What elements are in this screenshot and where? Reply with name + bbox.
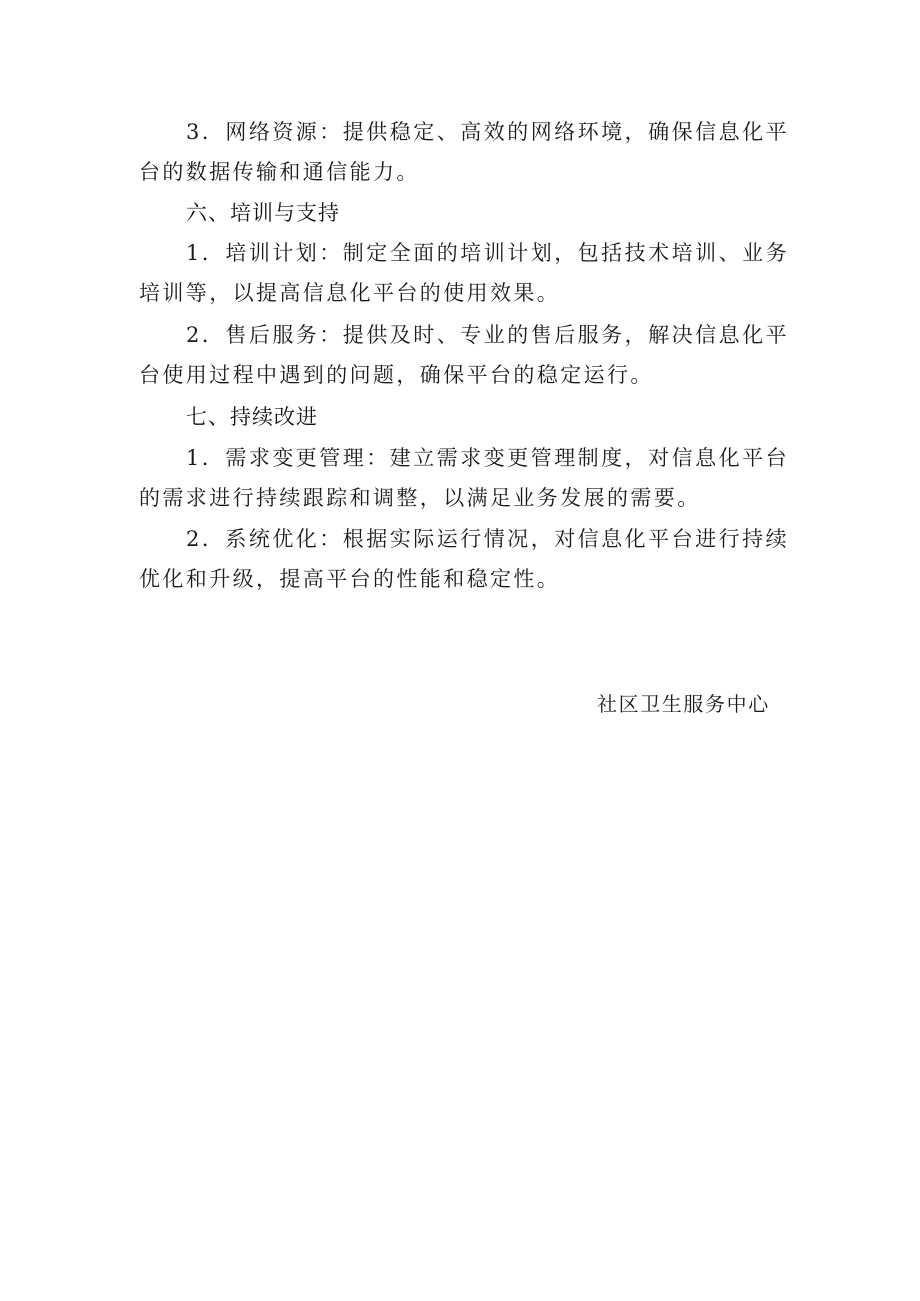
paragraph-requirement-change-management: 1．需求变更管理：建立需求变更管理制度，对信息化平台的需求进行持续跟踪和调整，以满足业务发展的需要。 bbox=[139, 446, 789, 510]
section-heading-continuous-improvement: 七、持续改进 bbox=[186, 405, 318, 429]
paragraph-network-resources: 3．网络资源：提供稳定、高效的网络环境，确保信息化平台的数据传输和通信能力。 bbox=[139, 120, 789, 184]
paragraph-after-sales-service: 2．售后服务：提供及时、专业的售后服务，解决信息化平台使用过程中遇到的问题，确保平台的稳定运行。 bbox=[139, 323, 789, 387]
paragraph-system-optimization: 2．系统优化：根据实际运行情况，对信息化平台进行持续优化和升级，提高平台的性能和稳定性。 bbox=[139, 527, 789, 591]
section-heading-training-support: 六、培训与支持 bbox=[186, 201, 340, 225]
signature-organization: 社区卫生服务中心 bbox=[597, 692, 770, 716]
paragraph-training-plan: 1．培训计划：制定全面的培训计划，包括技术培训、业务培训等，以提高信息化平台的使用效果。 bbox=[139, 241, 789, 305]
